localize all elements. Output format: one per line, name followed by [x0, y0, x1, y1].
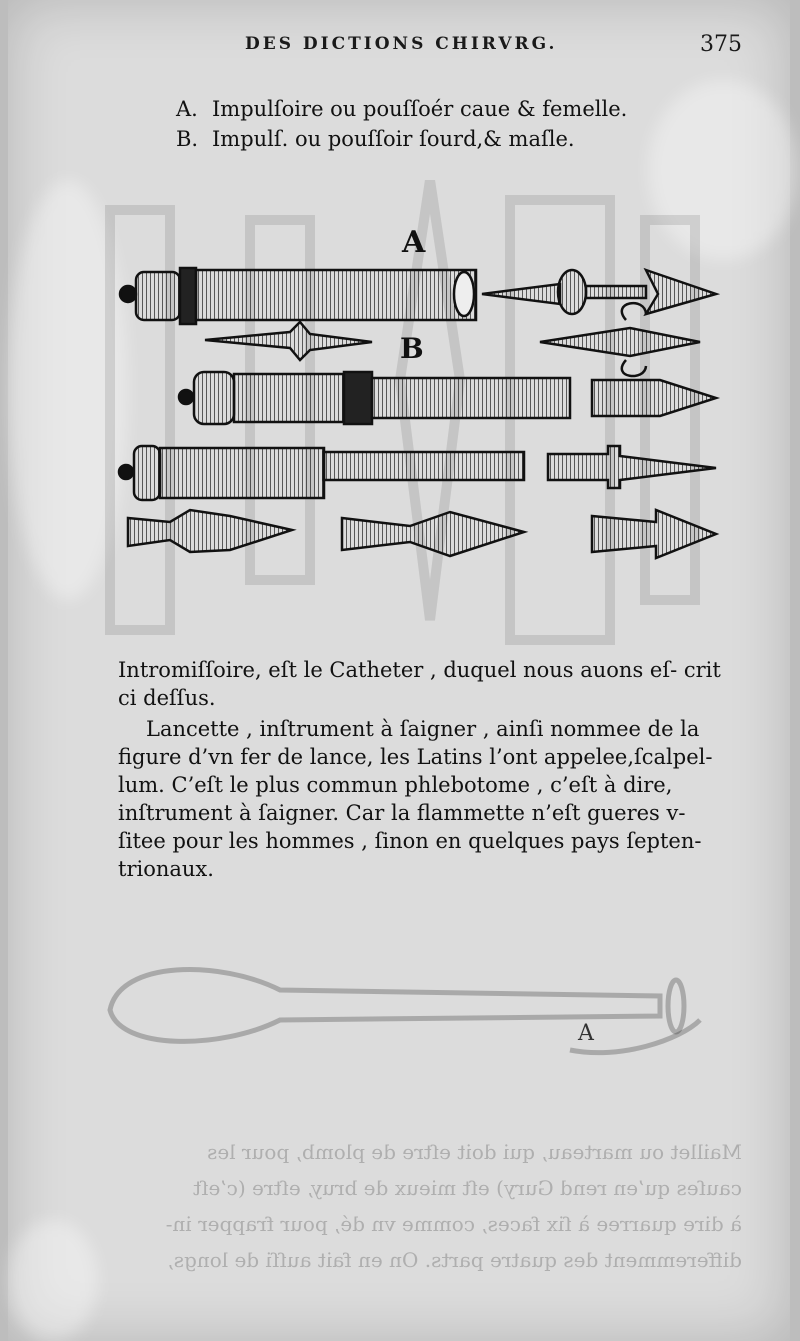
bleed-through-line: differemment des quatre parts. On en fait auſſi de longs, — [167, 1248, 742, 1272]
bleed-through-lancet-figure — [100, 940, 720, 1110]
page-header — [0, 34, 800, 58]
piercer-tool-a — [482, 270, 716, 314]
lancet-tip-middle — [342, 512, 524, 556]
legend-text: Impulſ. ou pouſſoir ſourd,& maſle. — [212, 127, 575, 151]
impulsoire-tube-c — [119, 446, 524, 500]
legend-letter: A. — [176, 97, 198, 121]
page-number: 375 — [700, 32, 742, 57]
bleed-through-line: cauſes qu’en rend Gury) eſt mieux de bruy, eſtre (c’eſt — [193, 1176, 742, 1200]
paragraph-intromissoire: Intromiſſoire, eſt le Catheter , duquel nous auons eſ- crit ci deſſus. — [118, 658, 721, 710]
legend-item-b — [176, 124, 627, 154]
lancet-tip-left — [128, 510, 292, 552]
legend-item-a — [176, 94, 627, 124]
double-point-tip — [205, 322, 372, 360]
cone-tip — [592, 380, 716, 416]
figure-label-b: B — [400, 332, 424, 365]
lancet-tip-right — [592, 510, 716, 558]
bleed-through-line: à dire quarree à ſix faces, comme vn dé, pour frapper in- — [165, 1212, 742, 1236]
long-cone-tip — [548, 446, 716, 488]
running-head: DES DICTIONS CHIRVRG. — [245, 34, 558, 54]
figure-legend — [176, 94, 627, 154]
hooked-point-tip — [540, 303, 700, 376]
figure-label-a: A — [402, 225, 426, 260]
bleed-through-line: Maillet ou marteau, qui doit eſtre de plomb, pour les — [207, 1140, 742, 1164]
impulsoire-woodcut — [110, 210, 730, 590]
body-text — [118, 656, 738, 883]
legend-text: Impulſoire ou pouſſoér caue & femelle. — [212, 97, 628, 121]
impulsoire-tube-a — [120, 268, 476, 324]
paragraph-lancette: Lancette , inſtrument à ſaigner , ainſi nommee de la figure d’vn fer de lance, les Latins l’ont appelee,ſcalpel- lum. C’eſt le plus commun phlebotome , c’eſt à dire, inſtrument à ſaigner. Car la flammette n’eſt gueres v- ſitee pour les hommes , ſinon en quelques pays ſepten- trionaux. — [118, 717, 713, 881]
impulsoire-tube-b — [179, 372, 570, 424]
lower-figure-label: A — [578, 1021, 594, 1046]
legend-letter: B. — [176, 127, 199, 151]
